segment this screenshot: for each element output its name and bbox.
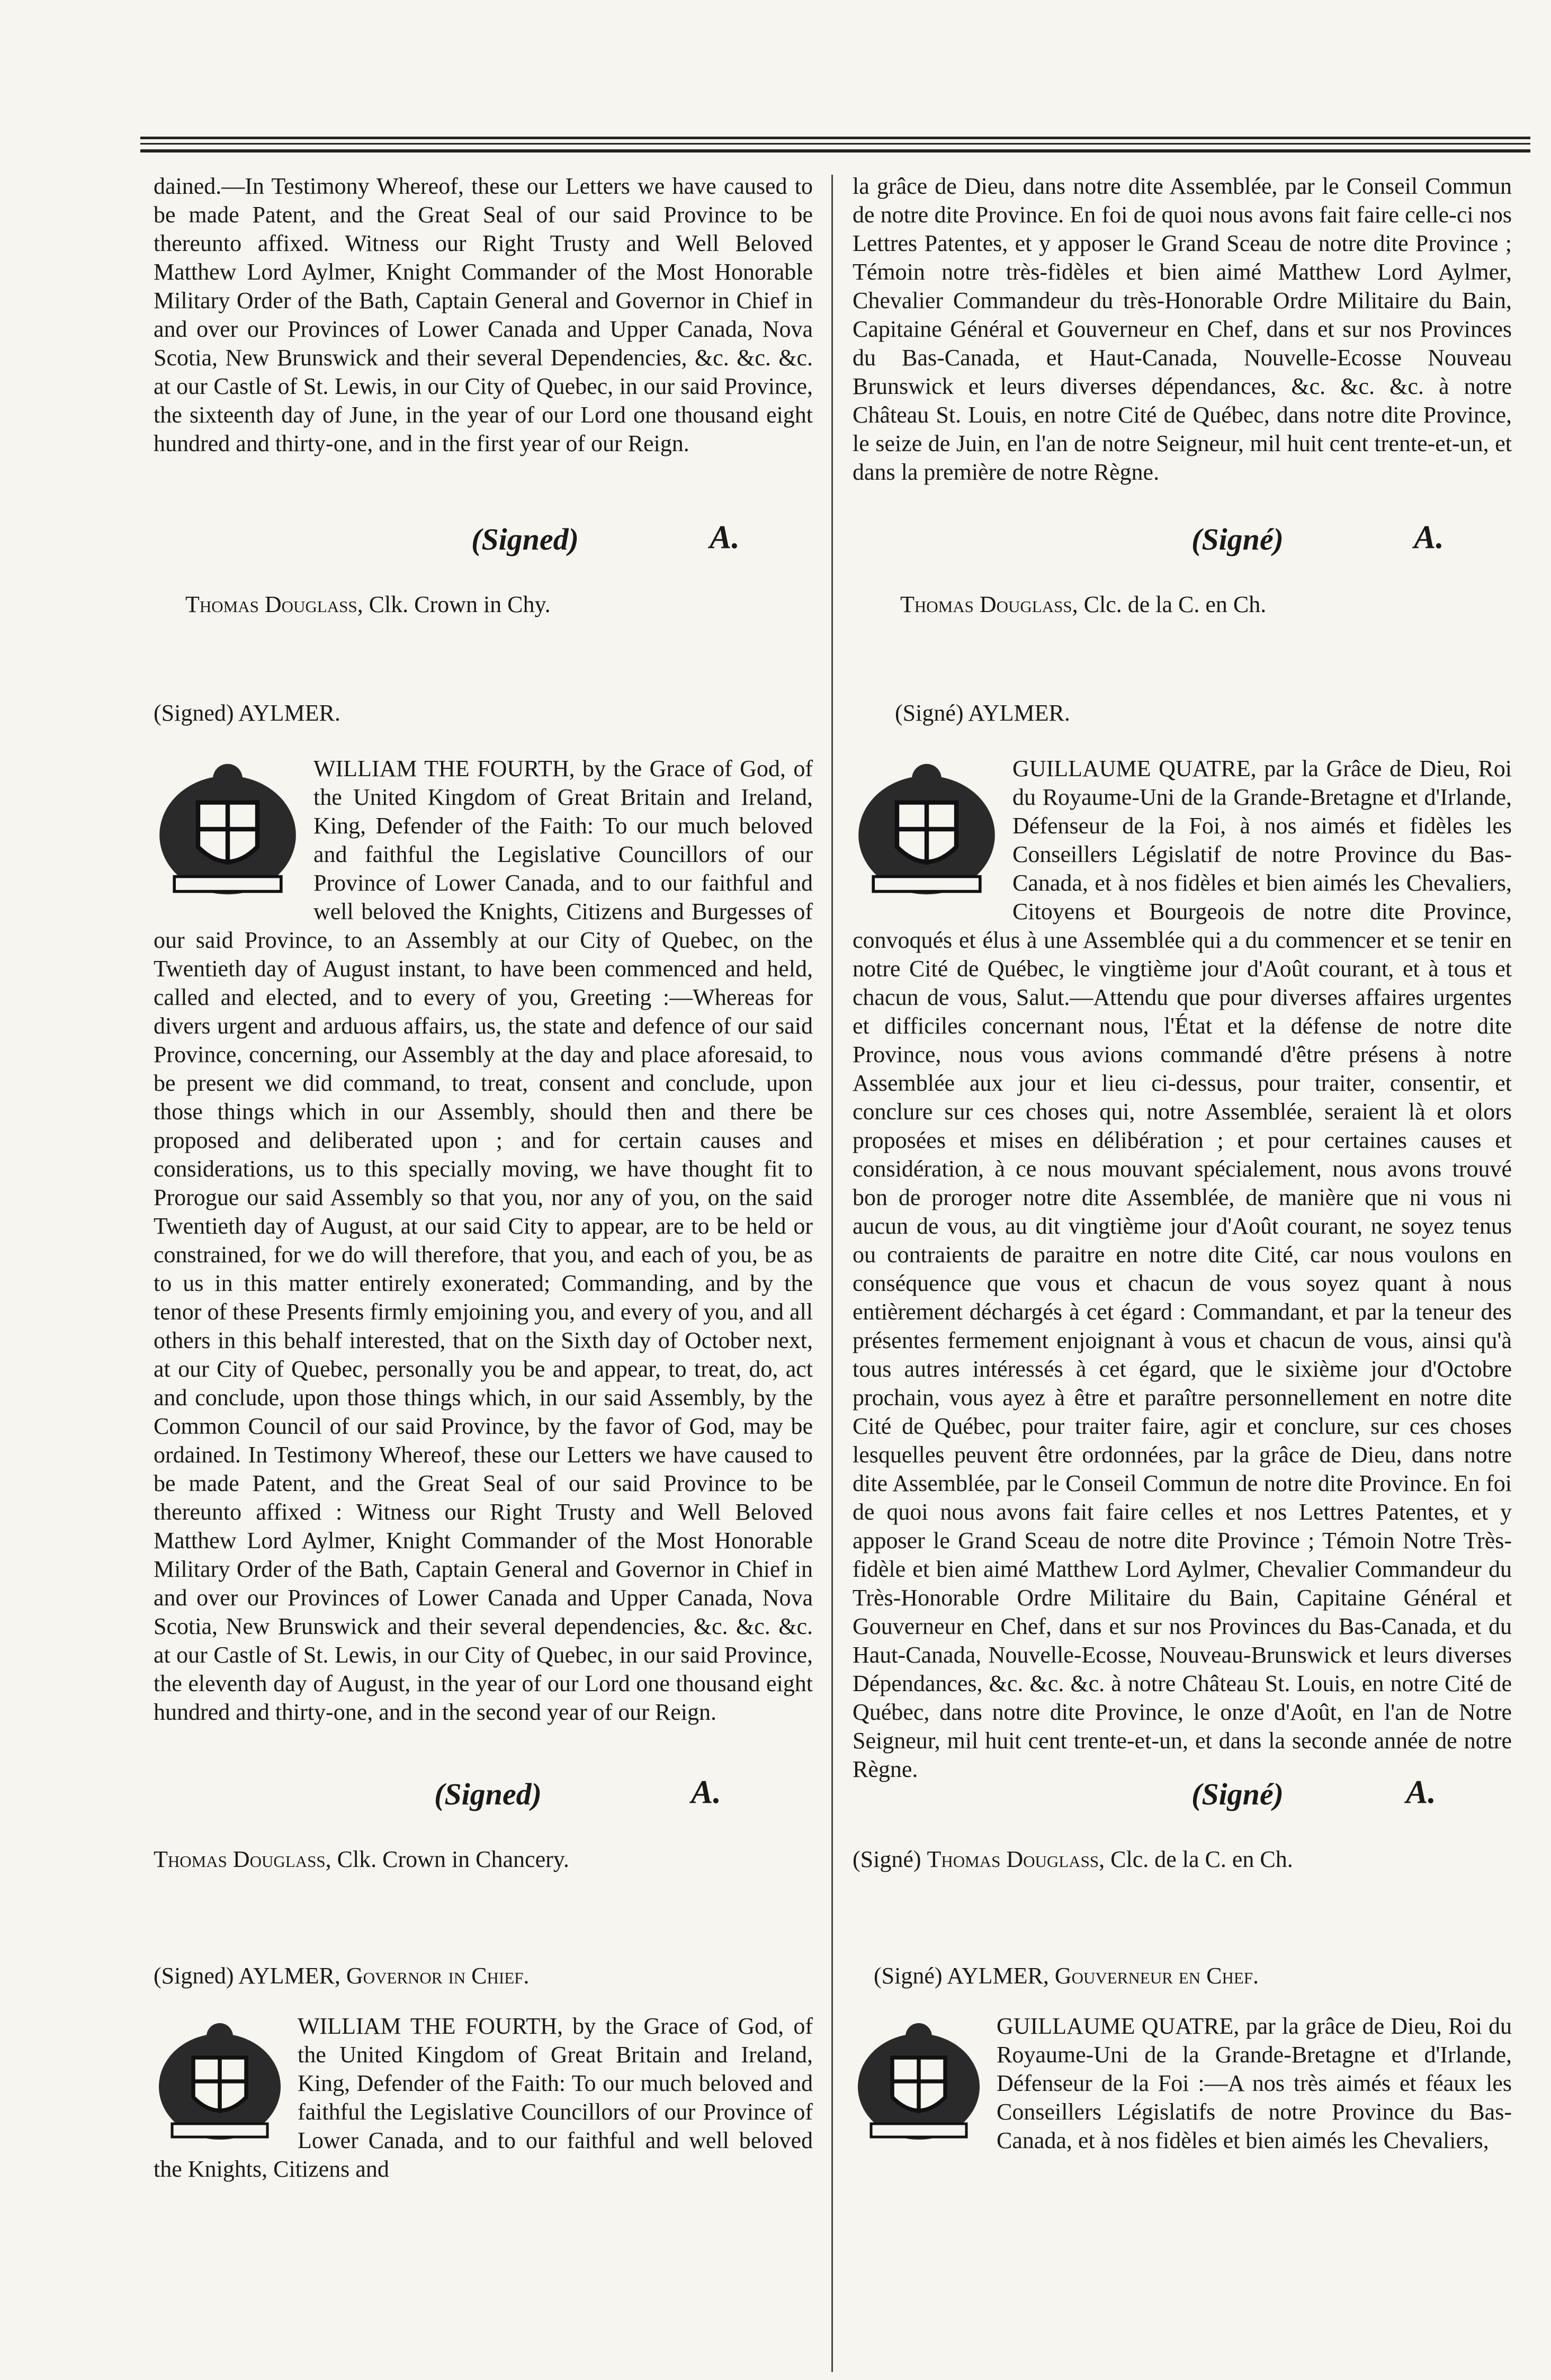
clerk-title: , Clc. de la C. en Ch. [1099, 1846, 1293, 1872]
french-proclamation [853, 755, 1512, 1784]
monogram: A. [710, 519, 740, 555]
clerk-name: Thomas Douglass [900, 591, 1072, 617]
monogram: A. [1406, 1774, 1436, 1810]
clerk-signature [154, 1845, 569, 1874]
clerk-name: Thomas Douglass [927, 1846, 1099, 1872]
english-proclamation-text: WILLIAM THE FOURTH, by the Grace of God, of the United Kingdom of Great Britain and Ireland, King, Defender of the Faith: To our much beloved and faithful the Legislative Councillors of our Province of Lower Canada, and to our faithful and well beloved the Knights, Citizens and Burgesses of our said Province, to an Assembly at our City of Quebec, on the Twentieth day of August instant, to have been commenced and held, called and elected, and to every of you, Greeting :—Whereas for divers urgent and arduous affairs, us, the state and defence of our said Province, concerning, our Assembly at the day and place aforesaid, to be present we did command, to treat, consent and conclude, upon those things which in our Assembly, should then and there be proposed and deliberated upon ; and for certain causes and considerations, us to this specially moving, we have thought fit to Prorogue our said Assembly so that you, nor any of you, on the said Twentieth day of August, at our said City to appear, are to be held or constrained, for we do will therefore, that you, and each of you, be as to us in this matter entirely exonerated; Commanding, and by the tenor of these Presents firmly emjoining you, and every of you, and all others in this behalf interested, that on the Sixth day of October next, at our City of Quebec, personally you be and appear, to treat, do, act and conclude, upon those things which, in our said Assembly, by the Common Council of our said Province, by the favor of God, may be ordained. In Testimony Whereof, these our Letters we have caused to be made Patent, and the Great Seal of our said Province to be thereunto affixed : Witness our Right Trusty and Well Beloved Matthew Lord Aylmer, Knight Commander of the Most Honorable Military Order of the Bath, Captain General and Governor in Chief in and over our Provinces of Lower Canada and Upper Canada, Nova Scotia, New Brunswick and their several dependencies, &c. &c. &c. at our Castle of St. Lewis, in our City of Quebec, in our said Province, the eleventh day of August, in the year of our Lord one thousand eight hundred and thirty-one, and in the second year of our Reign. [154, 756, 813, 1725]
signed-label: (Signed) [434, 1777, 542, 1811]
governor-title: Governor in Chief. [340, 1963, 530, 1989]
clerk-title: , Clk. Crown in Chancery. [325, 1846, 569, 1872]
french-intro-text: la grâce de Dieu, dans notre dite Assemblée, par le Conseil Commun de notre dite Province. En foi de quoi nous avons fait faire celle-ci nos Lettres Patentes, et y apposer le Grand Sceau de notre dite Province ; Témoin notre très-fidèles et bien aimé Matthew Lord Aylmer, Chevalier Commandeur du très-Honorable Ordre Militaire du Bain, Capitaine Général et Gouverneur en Chef, dans et sur nos Provinces du Bas-Canada, et Haut-Canada, Nouvelle-Ecosse Nouveau Brunswick et leurs diverses dépendances, &c. &c. &c. à notre Château St. Louis, en notre Cité de Québec, dans notre dite Province, le seize de Juin, en l'an de notre Seigneur, mil huit cent trente-et-un, et dans la première de notre Règne. [853, 173, 1512, 485]
royal-arms-icon [154, 2015, 286, 2148]
english-proclamation [154, 755, 813, 1727]
clerk-name: Thomas Douglass [154, 1846, 326, 1872]
monogram: A. [1414, 519, 1444, 555]
clerk-title: , Clk. Crown in Chy. [357, 591, 551, 617]
governor-signature: (Signé) AYLMER. [895, 700, 1070, 726]
governor-name: (Signed) AYLMER, [154, 1963, 340, 1989]
english-proclamation-2 [154, 2012, 813, 2184]
french-intro [853, 172, 1512, 487]
royal-arms-icon [853, 2015, 985, 2148]
royal-arms-icon [154, 758, 302, 901]
governor-signature: (Signed) AYLMER. [154, 700, 340, 726]
governor-name: (Signé) AYLMER, [874, 1963, 1049, 1989]
clerk-prefix: (Signé) [853, 1846, 927, 1872]
top-rule [140, 149, 1530, 152]
english-intro [154, 172, 813, 458]
clerk-signature [185, 590, 551, 619]
english-intro-text: dained.—In Testimony Whereof, these our Letters we have caused to be made Patent, and the Great Seal of our said Province to be thereunto affixed. Witness our Right Trusty and Well Beloved Matthew Lord Aylmer, Knight Commander of the Most Honorable Military Order of the Bath, Captain General and Governor in Chief in and over our Provinces of Lower Canada and Upper Canada, Nova Scotia, New Brunswick and their several Dependencies, &c. &c. &c. at our Castle of St. Lewis, in our City of Quebec, in our said Province, the sixteenth day of June, in the year of our Lord one thousand eight hundred and thirty-one, and in the first year of our Reign. [154, 173, 813, 456]
french-proclamation-2-text: GUILLAUME QUATRE, par la grâce de Dieu, Roi du Royaume-Uni de la Grande-Bretagne et d'Irlande, Défenseur de la Foi :—A nos très aimés et féaux les Conseillers Législatifs de notre Province du Bas-Canada, et à nos fidèles et bien aimés les Chevaliers, [997, 2013, 1512, 2153]
clerk-signature [900, 590, 1266, 619]
governor-title: Gouverneur en Chef. [1048, 1963, 1259, 1989]
signed-label: (Signé) [1191, 522, 1284, 556]
french-proclamation-2 [853, 2012, 1512, 2155]
monogram: A. [691, 1774, 721, 1810]
clerk-name: Thomas Douglass [185, 591, 357, 617]
signed-label: (Signed) [471, 522, 579, 556]
english-proclamation-2-text: WILLIAM THE FOURTH, by the Grace of God, of the United Kingdom of Great Britain and Ireland, King, Defender of the Faith: To our much beloved and faithful the Legislative Councillors of our Province of Lower Canada, and to our faithful and well beloved the Knights, Citizens and [154, 2013, 813, 2182]
governor-signature [154, 1962, 529, 1990]
top-rule [140, 143, 1530, 145]
signed-label: (Signé) [1191, 1777, 1284, 1811]
column-divider [831, 175, 833, 2372]
governor-signature [874, 1962, 1259, 1990]
top-rule [140, 137, 1530, 139]
clerk-title: , Clc. de la C. en Ch. [1072, 591, 1267, 617]
french-proclamation-text: GUILLAUME QUATRE, par la Grâce de Dieu, Roi du Royaume-Uni de la Grande-Bretagne et d'Irlande, Défenseur de la Foi, à nos aimés et fidèles les Conseillers Législatif de notre Province du Bas-Canada, et à nos fidèles et bien aimés les Chevaliers, Citoyens et Bourgeois de notre dite Province, convoqués et élus à une Assemblée qui a du commencer et se tenir en notre Cité de Québec, le vingtième jour d'Août courant, et à tous et chacun de vous, Salut.—Attendu que pour diverses affaires urgentes et difficiles concernant nous, l'État et la défense de notre dite Province, nous vous avions commandé d'être présens à notre Assemblée aux jour et lieu ci-dessus, pour traiter, consentir, et conclure sur ces choses qui, notre Assemblée, seraient là et olors proposées et mises en délibération ; et pour certaines causes et considération, à ce nous mouvant spécialement, nous avons trouvé bon de proroger notre dite Assemblée, de manière que ni vous ni aucun de vous, au dit vingtième jour d'Août courant, ne soyez tenus ou contraients de paraitre en notre dite Cité, car nous voulons en conséquence que vous et chacun de vous soyez quant à nous entièrement déchargés à cet égard : Commandant, et par la teneur des présentes fermement enjoignant à vous et chacun de vous, ainsi qu'à tous autres intéressés à cet égard, que le sixième jour d'Octobre prochain, vous ayez à être et paraître personnellement en notre dite Cité de Québec, pour traiter faire, agir et conclure, sur ces choses lesquelles peuvent être ordonnées, par la grâce de Dieu, dans notre dite Assemblée, par le Conseil Commun de notre dite Province. En foi de quoi nous avons fait faire celles et nos Lettres Patentes, et y apposer le Grand Sceau de notre dite Province ; Témoin Notre Très-fidèle et bien aimé Matthew Lord Aylmer, Chevalier Commandeur du Très-Honorable Ordre Militaire du Bain, Capitaine Général et Gouverneur en Chef, dans et sur nos Provinces du Bas-Canada, et du Haut-Canada, Nouvelle-Ecosse, Nouveau-Brunswick et leurs diverses Dépendances, &c. &c. &c. à notre Château St. Louis, en notre Cité de Québec, dans notre dite Province, le onze d'Août, en l'an de Notre Seigneur, mil huit cent trente-et-un, et dans la seconde année de notre Règne. [853, 756, 1512, 1782]
clerk-signature [853, 1845, 1293, 1874]
royal-arms-icon [853, 758, 1001, 901]
